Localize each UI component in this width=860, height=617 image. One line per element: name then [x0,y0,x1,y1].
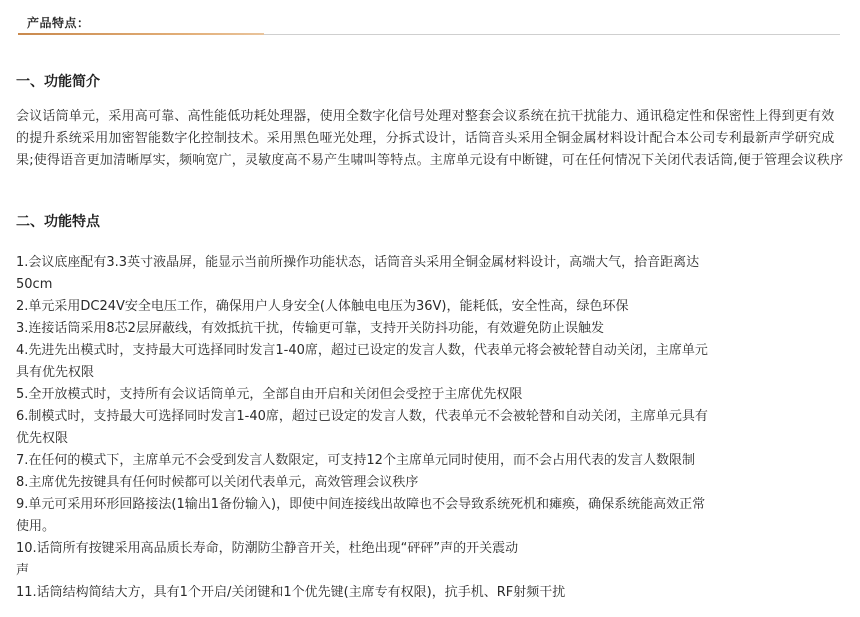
feature-line: 6.制模式时，支持最大可选择同时发言1-40席，超过已设定的发言人数，代表单元不会被轮替和自动关闭，主席单元具有 [16,409,708,424]
feature-line: 使用。 [16,519,56,534]
features-heading: 二、功能特点 [16,214,100,230]
feature-line: 7.在任何的模式下，主席单元不会受到发言人数限定，可支持12个主席单元同时使用，而不会占用代表的发言人数限制 [16,453,695,468]
feature-line: 1.会议底座配有3.3英寸液晶屏，能显示当前所操作功能状态，话筒音头采用全铜金属材料设计，高端大气，拾音距离达 [16,255,700,270]
feature-line: 8.主席优先按键具有任何时候都可以关闭代表单元，高效管理会议秩序 [16,475,419,490]
intro-paragraph: 会议话筒单元，采用高可靠、高性能低功耗处理器，使用全数字化信号处理对整套会议系统在抗干扰能力、通讯稳定性和保密性上得到更有效的提升系统采用加密智能数字化控制技术。采用黑色哑光处理，分拆式设计，话筒音头采用全铜金属材料设计配合本公司专利最新声学研究成果;使得语音更加清晰厚实，频响宽广，灵敏度高不易产生啸叫等特点。主席单元设有中断键，可在任何情况下关闭代表话筒,便于管理会议秩序 [16,109,844,168]
feature-line: 5.全开放模式时，支持所有会议话筒单元，全部自由开启和关闭但会受控于主席优先权限 [16,387,523,402]
feature-line: 10.话筒所有按键采用高品质长寿命，防潮防尘静音开关，杜绝出现“砰砰”声的开关震动 [16,541,519,556]
feature-line: 优先权限 [16,431,69,446]
feature-line: 50cm [16,277,53,292]
intro-heading: 一、功能简介 [16,74,100,90]
feature-line: 声 [16,563,30,578]
feature-line: 具有优先权限 [16,365,95,380]
feature-line: 11.话筒结构简结大方，具有1个开启/关闭键和1个优先键(主席专有权限)，抗手机、RF射频干扰 [16,585,566,600]
feature-line: 4.先进先出模式时，支持最大可选择同时发言1-40席，超过已设定的发言人数，代表单元将会被轮替自动关闭，主席单元 [16,343,708,358]
feature-line: 3.连接话筒采用8芯2层屏蔽线，有效抵抗干扰，传输更可靠，支持开关防抖功能，有效避免防止误触发 [16,321,604,336]
feature-line: 2.单元采用DC24V安全电压工作，确保用户人身安全(人体触电电压为36V)，能耗低，安全性高，绿色环保 [16,299,629,314]
section-header-label: 产品特点： [27,16,90,30]
feature-list [16,252,844,604]
feature-line: 9.单元可采用环形回路接法(1输出1备份输入)，即使中间连接线出故障也不会导致系统死机和瘫痪，确保系统能高效正常 [16,497,706,512]
header-accent-bar [18,33,264,35]
